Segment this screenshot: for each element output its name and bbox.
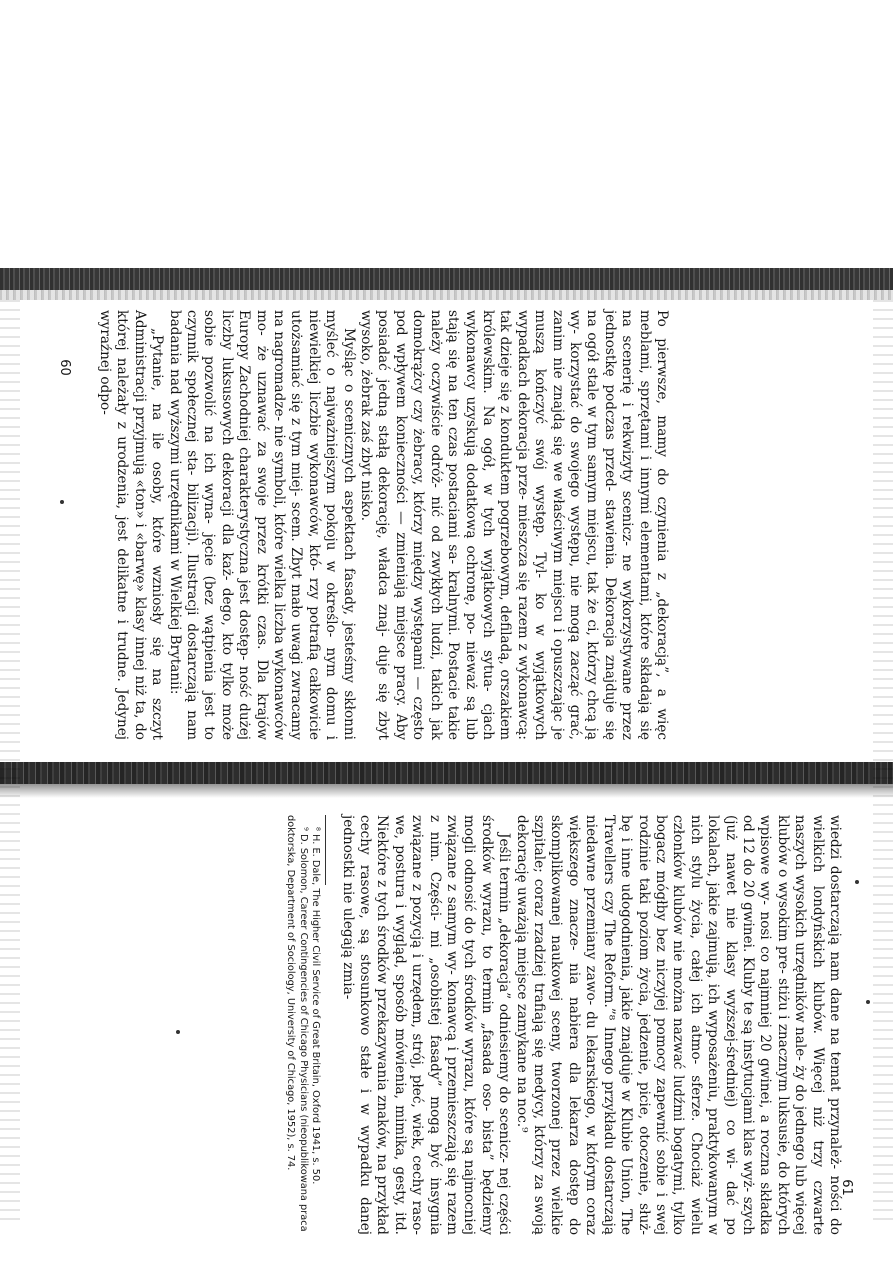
footnote: ⁹ D. Solomon, Career Contingencies of Chicago Physicians (nieopublikowana praca doktorska, Department of Sociology, University of Chicago, 1952), s. 74.	[285, 815, 309, 1232]
left-page-body	[96, 310, 670, 740]
page-number-right: 61	[838, 1179, 854, 1196]
footnote-rule	[325, 815, 326, 885]
right-margin-noise	[873, 300, 893, 1220]
footnote: ⁸ H. E. Dale, The Higher Civil Service of Great Britain, Oxford 1941, s. 50.	[310, 827, 322, 1185]
scan-speck	[176, 1030, 180, 1034]
scanner-edge-shadow	[0, 290, 893, 300]
paragraph: „Pytanie, na ile osoby, które wzniosły się na szczyt Administracji przyjmują «ton» i «barwę» klasy innej niż ta, do której należały z urodzenia, jest delikatne i trudne. Jedynej wyraźnej odpo-	[97, 310, 166, 740]
scanner-edge-band	[0, 268, 893, 290]
paragraph: Jeśli termin „dekoracja” odniesiemy do scenicz- nej części środków wyrazu, to termin „fasada oso- bista” będziemy mogli odnosić do tych środków wyrazu, które są najmocniej związane z samym wy- konawcą i przemieszczają się razem z nim. Części- mi „osobistej fasady” mogą być insygnia związane z pozycją i urzędem, strój, płeć, wiek, cechy raso- we, postura i wygląd, sposób mówienia, mimika, gesty, itd. Niektóre z tych środków przekazywania znaków, na przykład cechy rasowe, są stosunkowo stałe i w wypadku danej jednostki nie ulegają zmia-	[339, 815, 513, 1235]
paragraph: Myśląc o scenicznych aspektach fasady, jesteśmy skłonni myśleć o najważniejszym pokoju w określo- nym domu i niewielkiej liczbie wykonawców, któ- rzy potrafią całkowicie utożsamiać się z tym miej- scem. Zbyt mało uwagi zwracamy na nagromadze- nie symboli, które wielka liczba wykonawców mo- że uznawać za swoje przez krótki czas. Dla krajów Europy Zachodniej charakterystyczna jest dostęp- ność dużej liczby luksusowych dekoracji dla każ- dego, kto tylko może sobie pozwolić na ich wyna- jęcie (bez wątpienia jest to czynnik społecznej sta- bilizacji). Ilustracji dostarczają nam badania nad wyższymi urzędnikami w Wielkiej Brytanii:	[166, 310, 357, 740]
scan-speck	[866, 1000, 870, 1004]
left-margin-noise	[0, 300, 20, 1220]
scan-speck	[855, 880, 859, 884]
footnotes	[283, 815, 326, 1235]
page-number-left: 60	[56, 359, 72, 376]
right-page-body	[338, 815, 843, 1235]
left-page	[90, 310, 670, 740]
right-page	[263, 815, 843, 1235]
scan-speck	[60, 500, 64, 504]
book-gutter	[0, 762, 893, 784]
paragraph: Po pierwsze, mamy do czynienia z „dekoracją”, a więc meblami, sprzętami i innymi elementami, które składają się na scenerię i rekwizyty scenicz- ne wykorzystywane przez jednostkę podczas przed- stawienia. Dekoracja znajduje się na ogół stale w tym samym miejscu, tak że ci, którzy chcą ją wy- korzystać do swojego występu, nie mogą zacząć grać, zanim nie znajdą się we właściwym miejscu i opuszczając je muszą kończyć swój występ. Tyl- ko w wyjątkowych wypadkach dekoracja prze- mieszcza się razem z wykonawcą: tak dzieje się z konduktem pogrzebowym, defiladą, orszakiem królewskim. Na ogół, w tych wyjątkowych sytua- cjach wykonawcy uzyskują dodatkową ochronę, po- nieważ są lub stają się na ten czas postaciami sa- kralnymi. Postacie takie należy oczywiście odróż- nić od zwykłych ludzi, takich jak domokrążcy czy żebracy, którzy między występami — często pod wpływem konieczności — zmieniają miejsce pracy. Aby posiadać jedną stałą dekorację, władca znaj- duje się zbyt wysoko, żebrak zaś zbyt nisko.	[358, 310, 670, 740]
gutter-shadow	[0, 784, 893, 798]
paragraph: wiedzi dostarczają nam dane na temat przynależ- ności do wielkich londyńskich klubów. Więcej niż trzy czwarte naszych wysokich urzędników nale- ży do jednego lub więcej klubów o wysokim pre- stiżu i znacznym luksusie, do których wpisowe wy- nosi co najmniej 20 gwinei, a roczna składka od 12 do 20 gwinei. Kluby te są instytucjami klas wyż- szych (już nawet nie klasy wyższej-średniej) co wi- dać po lokalach, jakie zajmują, ich wyposażeniu, praktykowanym w nich stylu życia, całej ich atmo- sferze. Chociaż wielu członków klubów nie można nazwać ludźmi bogatymi, tylko bogacz mógłby bez niczyjej pomocy zapewnić sobie i swej rodzinie taki poziom życia, jedzenie, picie, otoczenie, służ- bę i inne udogodnienia, jakie znajduje w Klubie Union, The Travellers czy The Reform.”⁸ Innego przykładu dostarczają niedawne przemiany zawo- du lekarskiego, w którym coraz większego znacze- nia nabiera dla lekarza dostęp do skomplikowanej naukowej sceny, tworzonej przez wielkie szpitale; coraz rzadziej trafiają się medycy, którzy za swoją dekorację uważają miejsce zamykane na noc.⁹	[513, 815, 843, 1235]
